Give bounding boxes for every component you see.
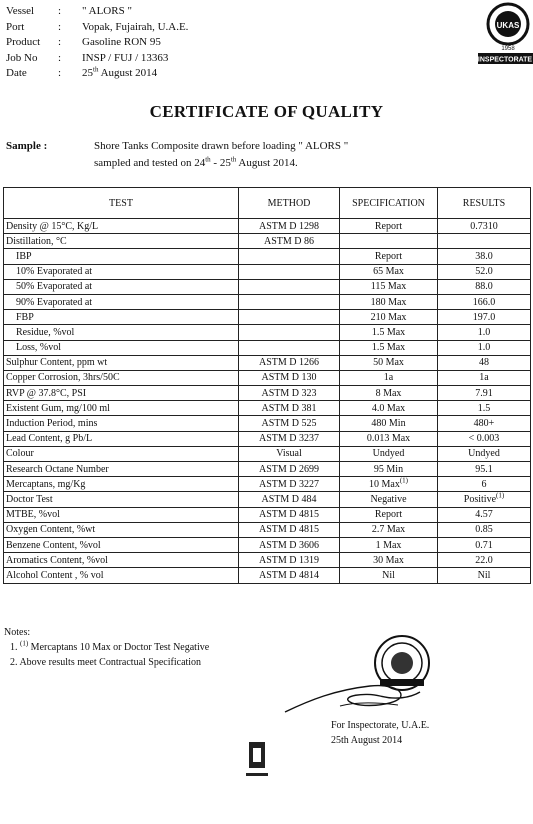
test-cell: Copper Corrosion, 3hrs/50C — [4, 370, 239, 385]
spec-cell — [340, 234, 438, 249]
header-value: INSP / FUJ / 13363 — [82, 51, 169, 64]
test-cell: Alcohol Content , % vol — [4, 568, 239, 583]
table-row — [4, 340, 531, 355]
spec-cell: Undyed — [340, 446, 438, 461]
test-cell: FBP — [4, 310, 239, 325]
table-row — [4, 477, 531, 492]
result-cell: 4.57 — [438, 507, 531, 522]
table-row — [4, 310, 531, 325]
result-cell: 1a — [438, 370, 531, 385]
svg-text:INSPECTORATE: INSPECTORATE — [478, 56, 533, 64]
spec-cell: Report — [340, 507, 438, 522]
header-colon: : — [58, 20, 62, 33]
column-header-specification: SPECIFICATION — [340, 188, 438, 219]
header-colon: : — [58, 5, 62, 17]
method-cell — [239, 340, 340, 355]
header-key: Job No — [6, 51, 38, 64]
table-row — [4, 446, 531, 461]
result-cell: Positive$^{(1)}$ — [438, 492, 531, 507]
result-cell: 1.0 — [438, 340, 531, 355]
table-row — [4, 249, 531, 264]
table-row — [4, 355, 531, 370]
result-cell: 480+ — [438, 416, 531, 431]
method-cell: ASTM D 1319 — [239, 553, 340, 568]
test-cell: RVP @ 37.8°C, PSI — [4, 386, 239, 401]
notes-title: Notes: — [4, 627, 31, 638]
result-cell: 48 — [438, 355, 531, 370]
result-cell: 166.0 — [438, 294, 531, 309]
method-cell: ASTM D 1298 — [239, 219, 340, 234]
test-cell: Aromatics Content, %vol — [4, 553, 239, 568]
result-cell: 1.0 — [438, 325, 531, 340]
header-value: Vopak, Fujairah, U.A.E. — [82, 20, 189, 33]
table-row — [4, 431, 531, 446]
result-cell: Nil — [438, 568, 531, 583]
spec-cell: 65 Max — [340, 264, 438, 279]
method-cell: ASTM D 484 — [239, 492, 340, 507]
spec-cell: 1.5 Max — [340, 340, 438, 355]
spec-cell: 95 Min — [340, 462, 438, 477]
header-key: Port — [6, 20, 25, 33]
test-cell: Sulphur Content, ppm wt — [4, 355, 239, 370]
header-value: " ALORS " — [82, 5, 132, 17]
test-cell: Benzene Content, %vol — [4, 537, 239, 552]
signoff-date: 25th August 2014 — [331, 735, 403, 746]
method-cell: ASTM D 4815 — [239, 507, 340, 522]
header-key: Product — [6, 36, 41, 48]
spec-cell: 10 Max$^{(1)}$ — [340, 477, 438, 492]
method-cell: ASTM D 4815 — [239, 522, 340, 537]
column-header-results: RESULTS — [438, 188, 531, 219]
test-cell: Oxygen Content, %wt — [4, 522, 239, 537]
method-cell: ASTM D 3237 — [239, 431, 340, 446]
method-cell: ASTM D 525 — [239, 416, 340, 431]
method-cell: ASTM D 86 — [239, 234, 340, 249]
test-cell: Residue, %vol — [4, 325, 239, 340]
sample-line-2: sampled and tested on 24th - 25th August 2014. — [94, 155, 298, 169]
test-cell: 50% Evaporated at — [4, 279, 239, 294]
result-cell: 38.0 — [438, 249, 531, 264]
spec-cell: 1 Max — [340, 537, 438, 552]
note-1: 1. $^{(1)}$ Mercaptans 10 Max or Doctor Test Negative — [10, 639, 210, 653]
method-cell — [239, 279, 340, 294]
inspectorate-logo — [478, 0, 533, 68]
result-cell: 1.5 — [438, 401, 531, 416]
test-cell: Colour — [4, 446, 239, 461]
spec-cell: 4.0 Max — [340, 401, 438, 416]
result-cell: 95.1 — [438, 462, 531, 477]
table-row — [4, 234, 531, 249]
method-cell — [239, 294, 340, 309]
certificate-title: CERTIFICATE OF QUALITY — [149, 102, 384, 121]
test-cell: Existent Gum, mg/100 ml — [4, 401, 239, 416]
spec-cell: 30 Max — [340, 553, 438, 568]
table-row — [4, 416, 531, 431]
test-cell: MTBE, %vol — [4, 507, 239, 522]
svg-text:UKAS: UKAS — [496, 21, 520, 30]
table-row — [4, 568, 531, 583]
test-cell: Distillation, °C — [4, 234, 239, 249]
test-cell: 10% Evaporated at — [4, 264, 239, 279]
spec-cell: Report — [340, 249, 438, 264]
spec-cell: 480 Min — [340, 416, 438, 431]
sample-line-1: Shore Tanks Composite drawn before loading " ALORS " — [94, 140, 349, 152]
test-cell: Research Octane Number — [4, 462, 239, 477]
table-row — [4, 264, 531, 279]
header-value: 25th August 2014 — [82, 65, 158, 79]
method-cell — [239, 310, 340, 325]
table-row — [4, 507, 531, 522]
result-cell: 88.0 — [438, 279, 531, 294]
method-cell: ASTM D 2699 — [239, 462, 340, 477]
method-cell: ASTM D 1266 — [239, 355, 340, 370]
footer-logo — [246, 740, 268, 780]
table-row — [4, 462, 531, 477]
header-row-port — [6, 20, 188, 36]
table-row — [4, 294, 531, 309]
test-cell: Lead Content, g Pb/L — [4, 431, 239, 446]
result-cell: 7.91 — [438, 386, 531, 401]
table-row — [4, 492, 531, 507]
header-block — [6, 4, 188, 82]
method-cell: ASTM D 4814 — [239, 568, 340, 583]
header-row-job-no — [6, 51, 188, 67]
header-colon: : — [58, 36, 62, 48]
method-cell: ASTM D 3227 — [239, 477, 340, 492]
header-key: Vessel — [6, 5, 35, 17]
result-cell — [438, 234, 531, 249]
result-cell: 0.85 — [438, 522, 531, 537]
spec-cell: 50 Max — [340, 355, 438, 370]
spec-cell: Report — [340, 219, 438, 234]
table-row — [4, 325, 531, 340]
spec-cell: 8 Max — [340, 386, 438, 401]
table-body — [4, 219, 531, 584]
result-cell: 52.0 — [438, 264, 531, 279]
test-cell: Doctor Test — [4, 492, 239, 507]
result-cell: 0.71 — [438, 537, 531, 552]
sample-label: Sample : — [6, 140, 48, 152]
method-cell: ASTM D 381 — [239, 401, 340, 416]
header-colon: : — [58, 51, 62, 64]
method-cell — [239, 264, 340, 279]
spec-cell: 210 Max — [340, 310, 438, 325]
spec-cell: 180 Max — [340, 294, 438, 309]
table-row — [4, 537, 531, 552]
spec-cell: 1a — [340, 370, 438, 385]
table-row — [4, 370, 531, 385]
header-row-vessel — [6, 4, 188, 20]
table-header-row — [4, 188, 531, 219]
method-cell — [239, 325, 340, 340]
notes-block — [4, 625, 209, 670]
table-row — [4, 401, 531, 416]
note-2: 2. Above results meet Contractual Specification — [10, 657, 202, 668]
method-cell — [239, 249, 340, 264]
spec-cell: 0.013 Max — [340, 431, 438, 446]
spec-cell: Nil — [340, 568, 438, 583]
spec-cell: 115 Max — [340, 279, 438, 294]
header-row-date — [6, 66, 188, 82]
test-cell: Density @ 15°C, Kg/L — [4, 219, 239, 234]
table-row — [4, 522, 531, 537]
test-cell: Loss, %vol — [4, 340, 239, 355]
signoff-company: For Inspectorate, U.A.E. — [331, 720, 430, 731]
signoff-block — [331, 718, 429, 748]
result-cell: Undyed — [438, 446, 531, 461]
header-colon: : — [58, 67, 62, 79]
test-cell: 90% Evaporated at — [4, 294, 239, 309]
result-cell: 0.7310 — [438, 219, 531, 234]
method-cell: ASTM D 3606 — [239, 537, 340, 552]
result-cell: 22.0 — [438, 553, 531, 568]
signature — [280, 672, 430, 717]
method-cell: ASTM D 130 — [239, 370, 340, 385]
test-cell: IBP — [4, 249, 239, 264]
column-header-test: TEST — [4, 188, 239, 219]
svg-text:1958: 1958 — [501, 46, 515, 52]
result-cell: < 0.003 — [438, 431, 531, 446]
header-key: Date — [6, 67, 27, 79]
spec-cell: 2.7 Max — [340, 522, 438, 537]
table-row — [4, 279, 531, 294]
header-row-product — [6, 35, 188, 51]
test-cell: Induction Period, mins — [4, 416, 239, 431]
method-cell: ASTM D 323 — [239, 386, 340, 401]
method-cell: Visual — [239, 446, 340, 461]
column-header-method: METHOD — [239, 188, 340, 219]
table-row — [4, 553, 531, 568]
test-cell: Mercaptans, mg/Kg — [4, 477, 239, 492]
table-row — [4, 386, 531, 401]
table-row — [4, 219, 531, 234]
spec-cell: 1.5 Max — [340, 325, 438, 340]
header-value: Gasoline RON 95 — [82, 36, 161, 48]
quality-table — [3, 187, 531, 584]
spec-cell: Negative — [340, 492, 438, 507]
result-cell: 197.0 — [438, 310, 531, 325]
result-cell: 6 — [438, 477, 531, 492]
